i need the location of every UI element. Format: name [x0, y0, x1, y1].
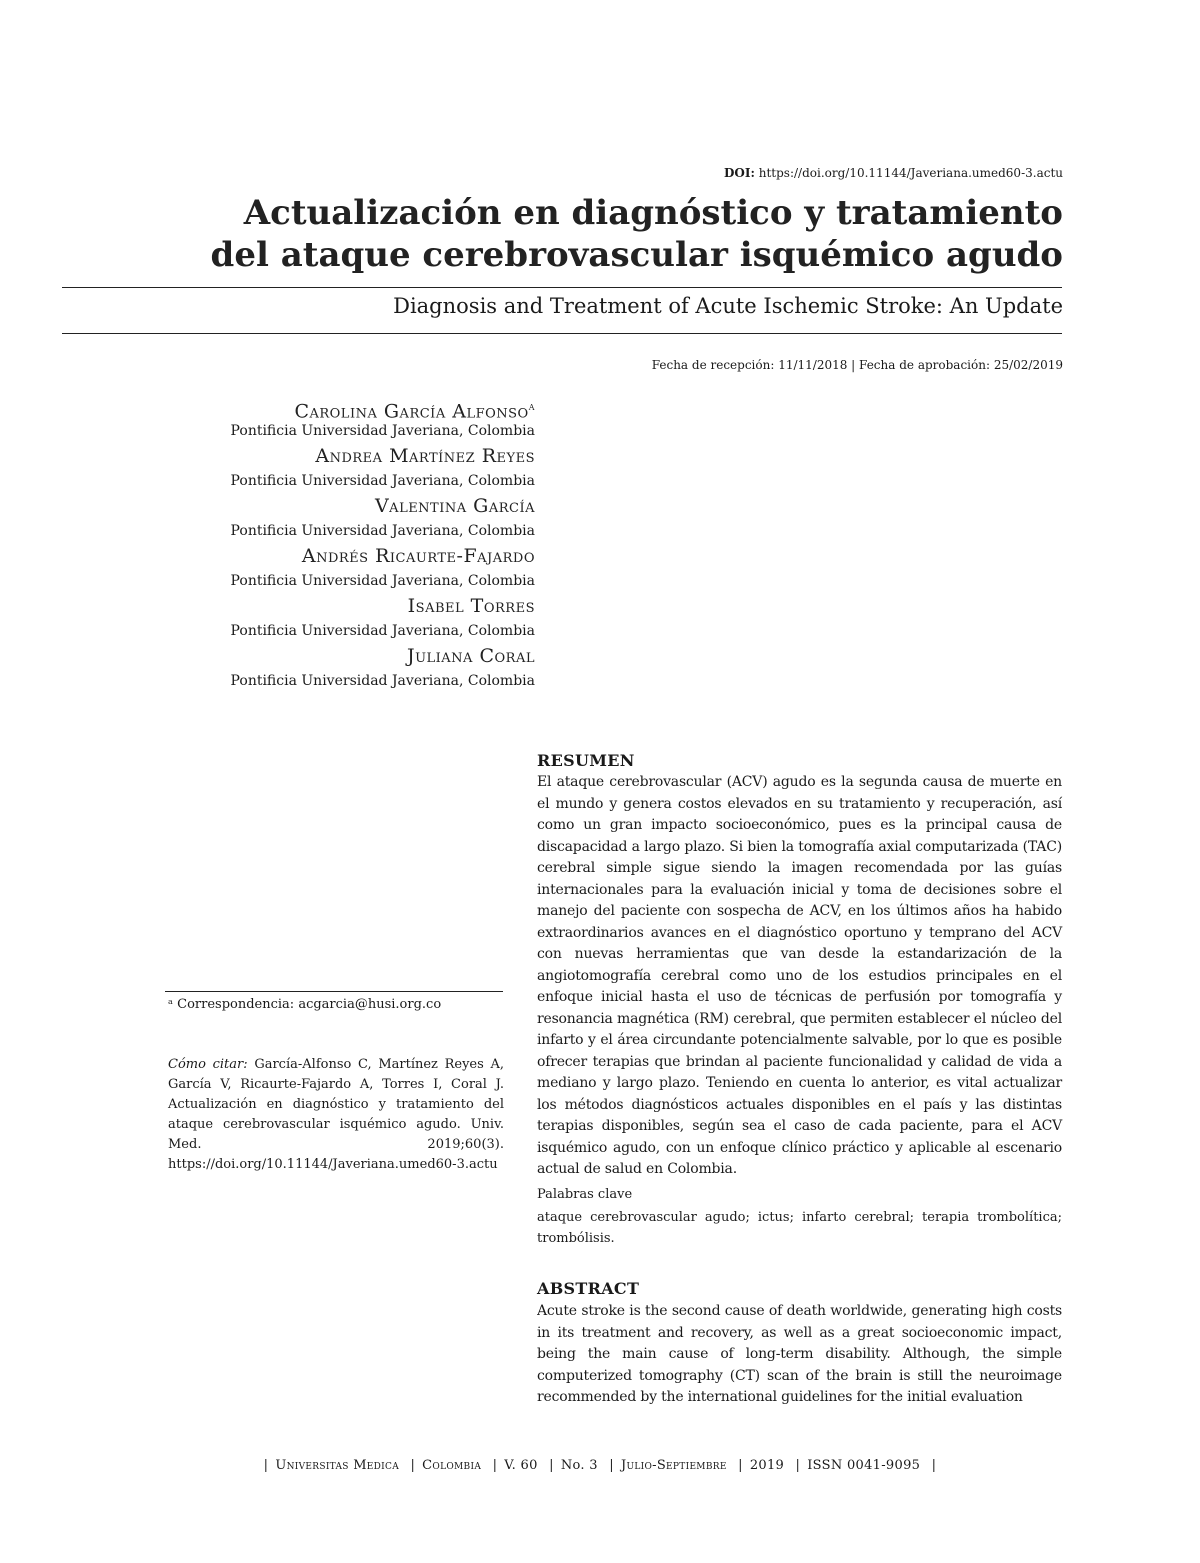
article-title: [163, 192, 1063, 276]
keywords-text: ataque cerebrovascular agudo; ictus; infarto cerebral; terapia trombolítica; trombólisis.: [537, 1210, 1062, 1246]
footnote-rule: [165, 991, 503, 992]
abstract-text: Acute stroke is the second cause of death worldwide, generating high costs in its treatment and recovery, as well as a great socioeconomic impact, being the main cause of long-term disability. Although, the simple computerized tomography (CT) scan of the brain is still the neuroimage recommended by the international guidelines for the initial evaluation: [537, 1303, 1062, 1405]
keywords-label: Palabras clave: [537, 1187, 633, 1202]
author-affiliation: Pontificia Universidad Javeriana, Colombia: [230, 523, 535, 539]
title-rule-bottom: [62, 333, 1062, 334]
author-affiliation: Pontificia Universidad Javeriana, Colombia: [230, 673, 535, 689]
doi-line: [724, 166, 1063, 180]
citation-label: Cómo citar:: [168, 1057, 248, 1072]
footer-journal: Universitas Medica: [275, 1458, 400, 1473]
author-affiliation: Pontificia Universidad Javeriana, Colombia: [230, 423, 535, 439]
footer-country: Colombia: [422, 1458, 482, 1473]
author-name: Carolina García Alfonso$^a$: [294, 400, 535, 423]
author-name: Valentina García: [374, 495, 535, 517]
doi-link[interactable]: https://doi.org/10.11144/Javeriana.umed60-3.actu: [758, 166, 1063, 180]
title-rule-top: [62, 287, 1062, 288]
author-name: Juliana Coral: [406, 645, 535, 667]
correspondence-note: ᵃ Correspondencia: acgarcia@husi.org.co: [168, 997, 442, 1012]
author-affiliation: Pontificia Universidad Javeriana, Colombia: [230, 573, 535, 589]
resumen-text: El ataque cerebrovascular (ACV) agudo es la segunda causa de muerte en el mundo y genera costos elevados en su tratamiento y recuperación, así como un gran impacto socioeconómico, pues es la principal causa de discapacidad a largo plazo. Si bien la tomografía axial computarizada (TAC) cerebral simple sigue siendo la imagen recomendada por las guías internacionales para la evaluación inicial y toma de decisiones sobre el manejo del paciente con sospecha de ACV, en los últimos años ha habido extraordinarios avances en el diagnóstico oportuno y temprano del ACV con nuevas herramientas que van desde la estandarización de la angiotomografía cerebral como uno de los estudios principales en el enfoque inicial hasta el uso de técnicas de perfusión por tomografía y resonancia magnética (RM) cerebral, que permiten establecer el núcleo del infarto y el área circundante potencialmente salvable, por lo que es posible ofrecer terapias que brindan al paciente funcionalidad y calidad de vida a mediano y largo plazo. Teniendo en cuenta lo anterior, es vital actualizar los métodos diagnósticos actuales disponibles en el país y las distintas terapias disponibles, según sea el caso de cada paciente, para el ACV isquémico agudo, con un enfoque clínico práctico y aplicable al escenario actual de salud en Colombia.: [537, 774, 1062, 1177]
doi-label: DOI:: [724, 166, 755, 180]
resumen-heading: RESUMEN: [537, 751, 635, 770]
submission-dates: Fecha de recepción: 11/11/2018 | Fecha de aprobación: 25/02/2019: [651, 358, 1063, 372]
english-title: Diagnosis and Treatment of Acute Ischemic Stroke: An Update: [393, 294, 1063, 318]
page-footer: | Universitas Medica | Colombia | V. 60 | No. 3 | Julio-Septiembre | 2019 | ISSN 0041-9095 |: [263, 1458, 937, 1473]
author-name: Isabel Torres: [407, 595, 535, 617]
author-affiliation: Pontificia Universidad Javeriana, Colombia: [230, 473, 535, 489]
citation-text: García-Alfonso C, Martínez Reyes A, García V, Ricaurte-Fajardo A, Torres I, Coral J. Actualización en diagnóstico y tratamiento del ataque cerebrovascular isquémico agudo. Univ. Med. 2019;60(3). https://doi.org/10.11144/Javeriana.umed60-3.actu: [168, 1057, 504, 1172]
footer-year: 2019: [749, 1458, 785, 1473]
footer-issn: ISSN 0041-9095: [807, 1458, 921, 1473]
citation-note: [168, 1055, 504, 1175]
footer-period: Julio-Septiembre: [620, 1458, 727, 1473]
author-list: [150, 394, 535, 694]
footer-number: No. 3: [560, 1458, 598, 1473]
title-line-1: Actualización en diagnóstico y tratamiento: [243, 193, 1063, 233]
author-name: Andrés Ricaurte-Fajardo: [301, 545, 535, 567]
author-name: Andrea Martínez Reyes: [315, 445, 535, 467]
author-affiliation: Pontificia Universidad Javeriana, Colombia: [230, 623, 535, 639]
abstract-heading: ABSTRACT: [537, 1279, 640, 1298]
title-line-2: del ataque cerebrovascular isquémico agudo: [210, 235, 1063, 275]
footer-volume: V. 60: [504, 1458, 538, 1473]
